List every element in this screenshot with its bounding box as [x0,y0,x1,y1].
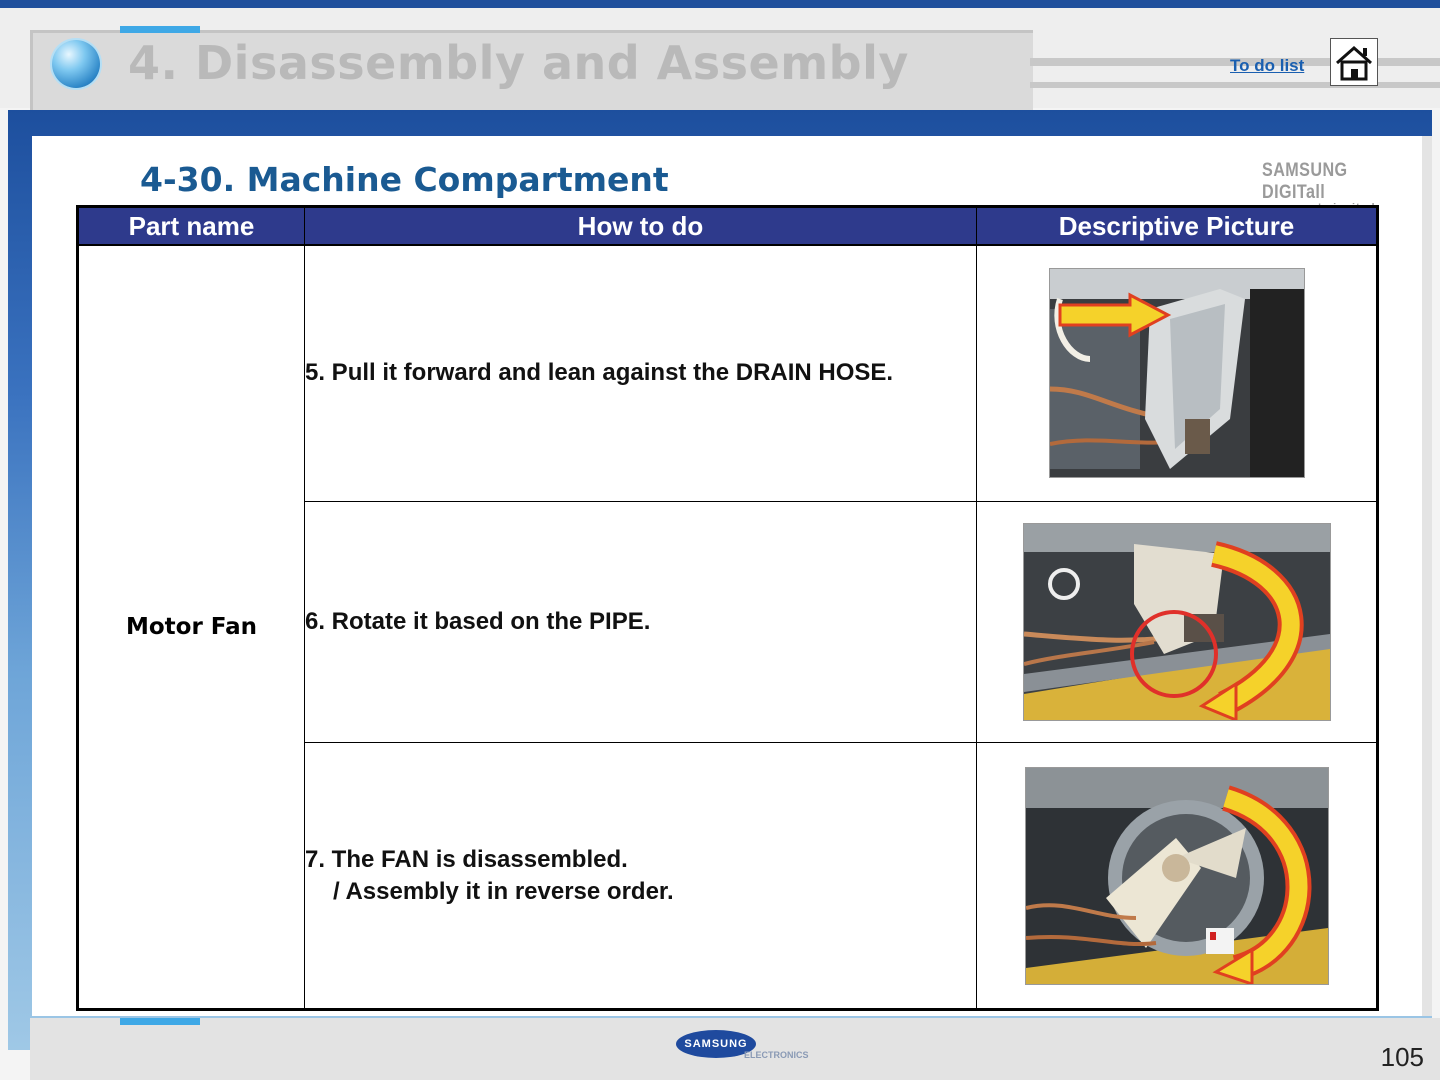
picture-cell [977,245,1378,501]
step-cell [305,245,977,501]
step-cell [305,501,977,742]
page-title: 4. Disassembly and Assembly [128,36,909,90]
logo-line: SAMSUNG DIGITall [1262,160,1348,203]
to-do-list-link[interactable]: To do list [1230,56,1305,75]
step-5-photo [1049,268,1305,478]
page-number: 105 [1380,1042,1424,1072]
table-header-row [78,207,1378,246]
section-title: 4-30. Machine Compartment [140,160,669,199]
samsung-footer-logo: SAMSUNG [676,1030,756,1058]
header-how-to-do: How to do [305,207,977,246]
top-bar [0,0,1440,8]
picture-cell [977,501,1378,742]
step-text: 6. Rotate it based on the PIPE. [305,608,651,636]
part-name-cell: Motor Fan [78,245,305,1010]
globe-icon [52,40,100,88]
home-button[interactable] [1330,38,1378,86]
picture-cell [977,743,1378,1010]
step-6-photo [1023,523,1331,721]
step-cell [305,743,977,1010]
procedure-table [76,205,1379,1011]
home-icon [1331,39,1377,85]
accent-bar [120,1018,200,1025]
header-descriptive-picture: Descriptive Picture [977,207,1378,246]
step-text: / Assembly it in reverse order. [333,877,674,905]
header-part-name: Part name [78,207,305,246]
accent-bar [120,26,200,33]
step-7-photo [1025,767,1329,985]
samsung-footer-sub: ELECTRONICS [744,1050,809,1060]
step-text: 5. Pull it forward and lean against the DRAIN HOSE. [305,359,894,387]
step-text: 7. The FAN is disassembled. [305,845,628,873]
table-row [78,245,1378,501]
header-rule [1030,82,1440,88]
